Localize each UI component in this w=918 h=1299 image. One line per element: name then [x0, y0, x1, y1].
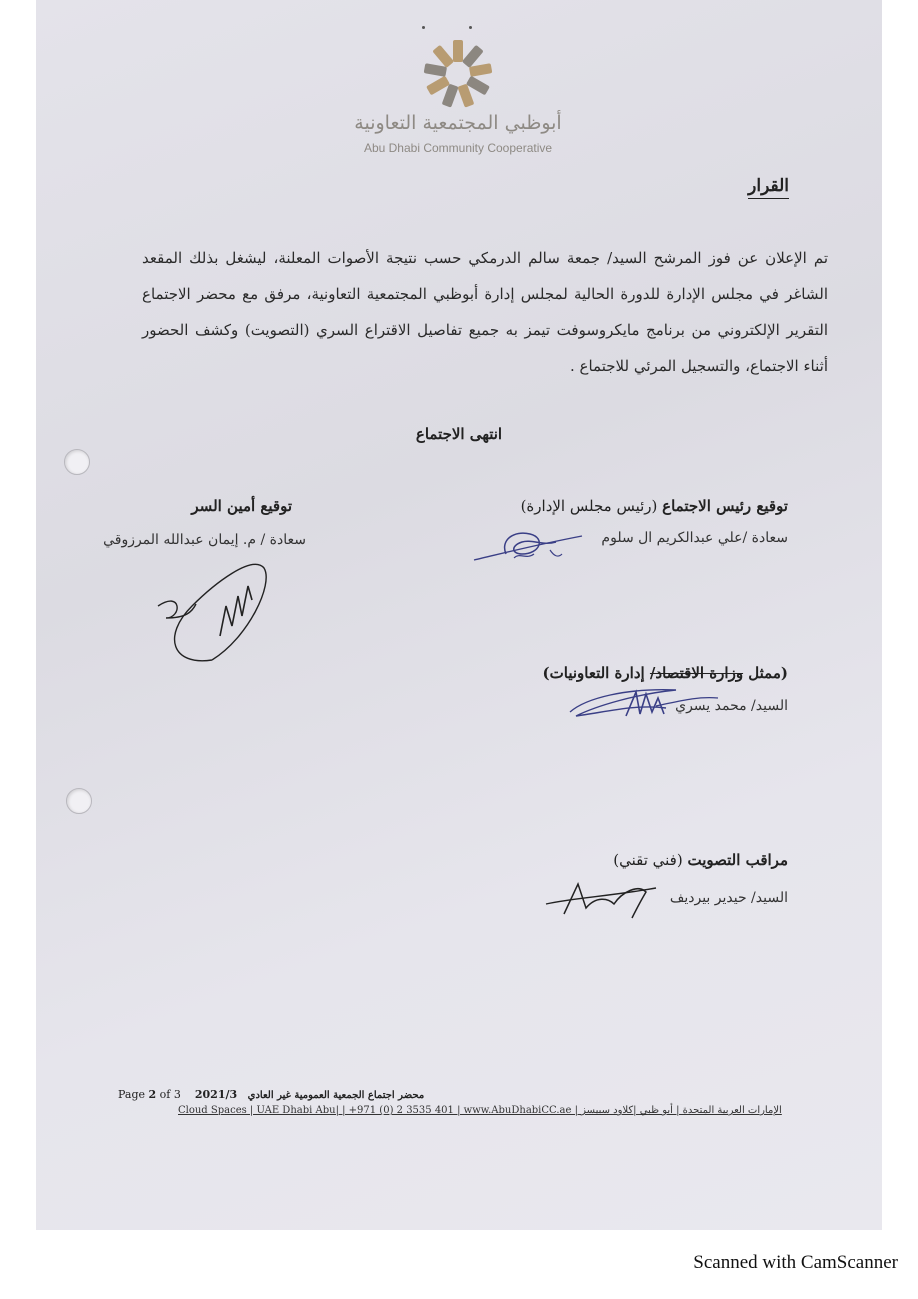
- decision-title: القرار: [748, 176, 789, 199]
- chairman-title-bold: توقيع رئيس الاجتماع: [662, 497, 788, 515]
- punch-hole: [64, 449, 90, 475]
- secretary-name: سعادة / م. إيمان عبدالله المرزوقي: [103, 532, 306, 548]
- scan-dot: [422, 26, 425, 29]
- chairman-signature-title: [521, 497, 788, 515]
- logo-english-name: Abu Dhabi Community Cooperative: [363, 141, 553, 155]
- chairman-name: سعادة /علي عبدالكريم ال سلوم: [601, 530, 788, 546]
- doc-title: محضر اجتماع الجمعية العمومية غير العادي: [247, 1090, 425, 1101]
- footer-address: Cloud Spaces | UAE Dhabi Abu| | +971 (0) 2 3535 401 | www.AbuDhabiCC.ae | الإمارات العربية المتحدة | أبو ظبي |كلاود سبيسز: [178, 1105, 782, 1116]
- vote-monitor-signature-title: [613, 851, 788, 869]
- vote-monitor-title-note: (فني تقني): [613, 851, 683, 869]
- vote-monitor-name: السيد/ حيدير بيرديف: [669, 890, 788, 906]
- punch-hole: [66, 788, 92, 814]
- decision-body: تم الإعلان عن فوز المرشح السيد/ جمعة سالم الدرمكي حسب نتيجة الأصوات المعلنة، ليشغل بذلك المقعد الشاغر في مجلس الإدارة للدورة الحالية لمجلس إدارة أبوظبي المجتمعية التعاونية، مرفق مع محضر الاجتماع التقرير الإلكتروني من برنامج مايكروسوفت تيمز به جميع تفاصيل الاقتراع السري (التصويت) وكشف الحضور أثناء الاجتماع، والتسجيل المرئي للاجتماع .: [142, 249, 828, 375]
- chairman-signature: [470, 524, 590, 566]
- ministry-title-struck: وزارة الاقتصاد/: [649, 664, 744, 682]
- secretary-title: توقيع أمين السر: [191, 497, 292, 515]
- scan-dot: [469, 26, 472, 29]
- secretary-signature: [152, 556, 272, 668]
- cooperative-logo: [348, 36, 568, 161]
- vote-monitor-title-bold: مراقب التصويت: [687, 851, 788, 869]
- ministry-title-close: إدارة التعاونيات): [542, 664, 645, 682]
- secretary-signature-title: [191, 497, 292, 515]
- chairman-title-note: (رئيس مجلس الإدارة): [520, 497, 658, 515]
- document-page: [36, 0, 882, 1230]
- page-prefix: Page: [118, 1088, 149, 1101]
- footer-page-info: [118, 1088, 424, 1101]
- ministry-rep-name: السيد/ محمد يسري: [675, 698, 788, 714]
- meeting-ended: انتهى الاجتماع: [415, 425, 503, 443]
- ministry-signature: [566, 682, 726, 724]
- ministry-signature-title: [543, 664, 788, 682]
- page-total: 3: [173, 1088, 181, 1101]
- logo-arabic-name: أبوظبي المجتمعية التعاونية: [354, 112, 562, 134]
- ministry-title-open: (ممثل: [748, 664, 788, 682]
- vote-monitor-signature: [542, 878, 666, 922]
- logo-emblem-icon: [348, 36, 568, 112]
- page-mid: of: [156, 1088, 174, 1101]
- doc-reference: 2021/3: [194, 1088, 238, 1101]
- page-number: 2: [148, 1088, 157, 1101]
- camscanner-watermark: Scanned with CamScanner: [693, 1252, 898, 1273]
